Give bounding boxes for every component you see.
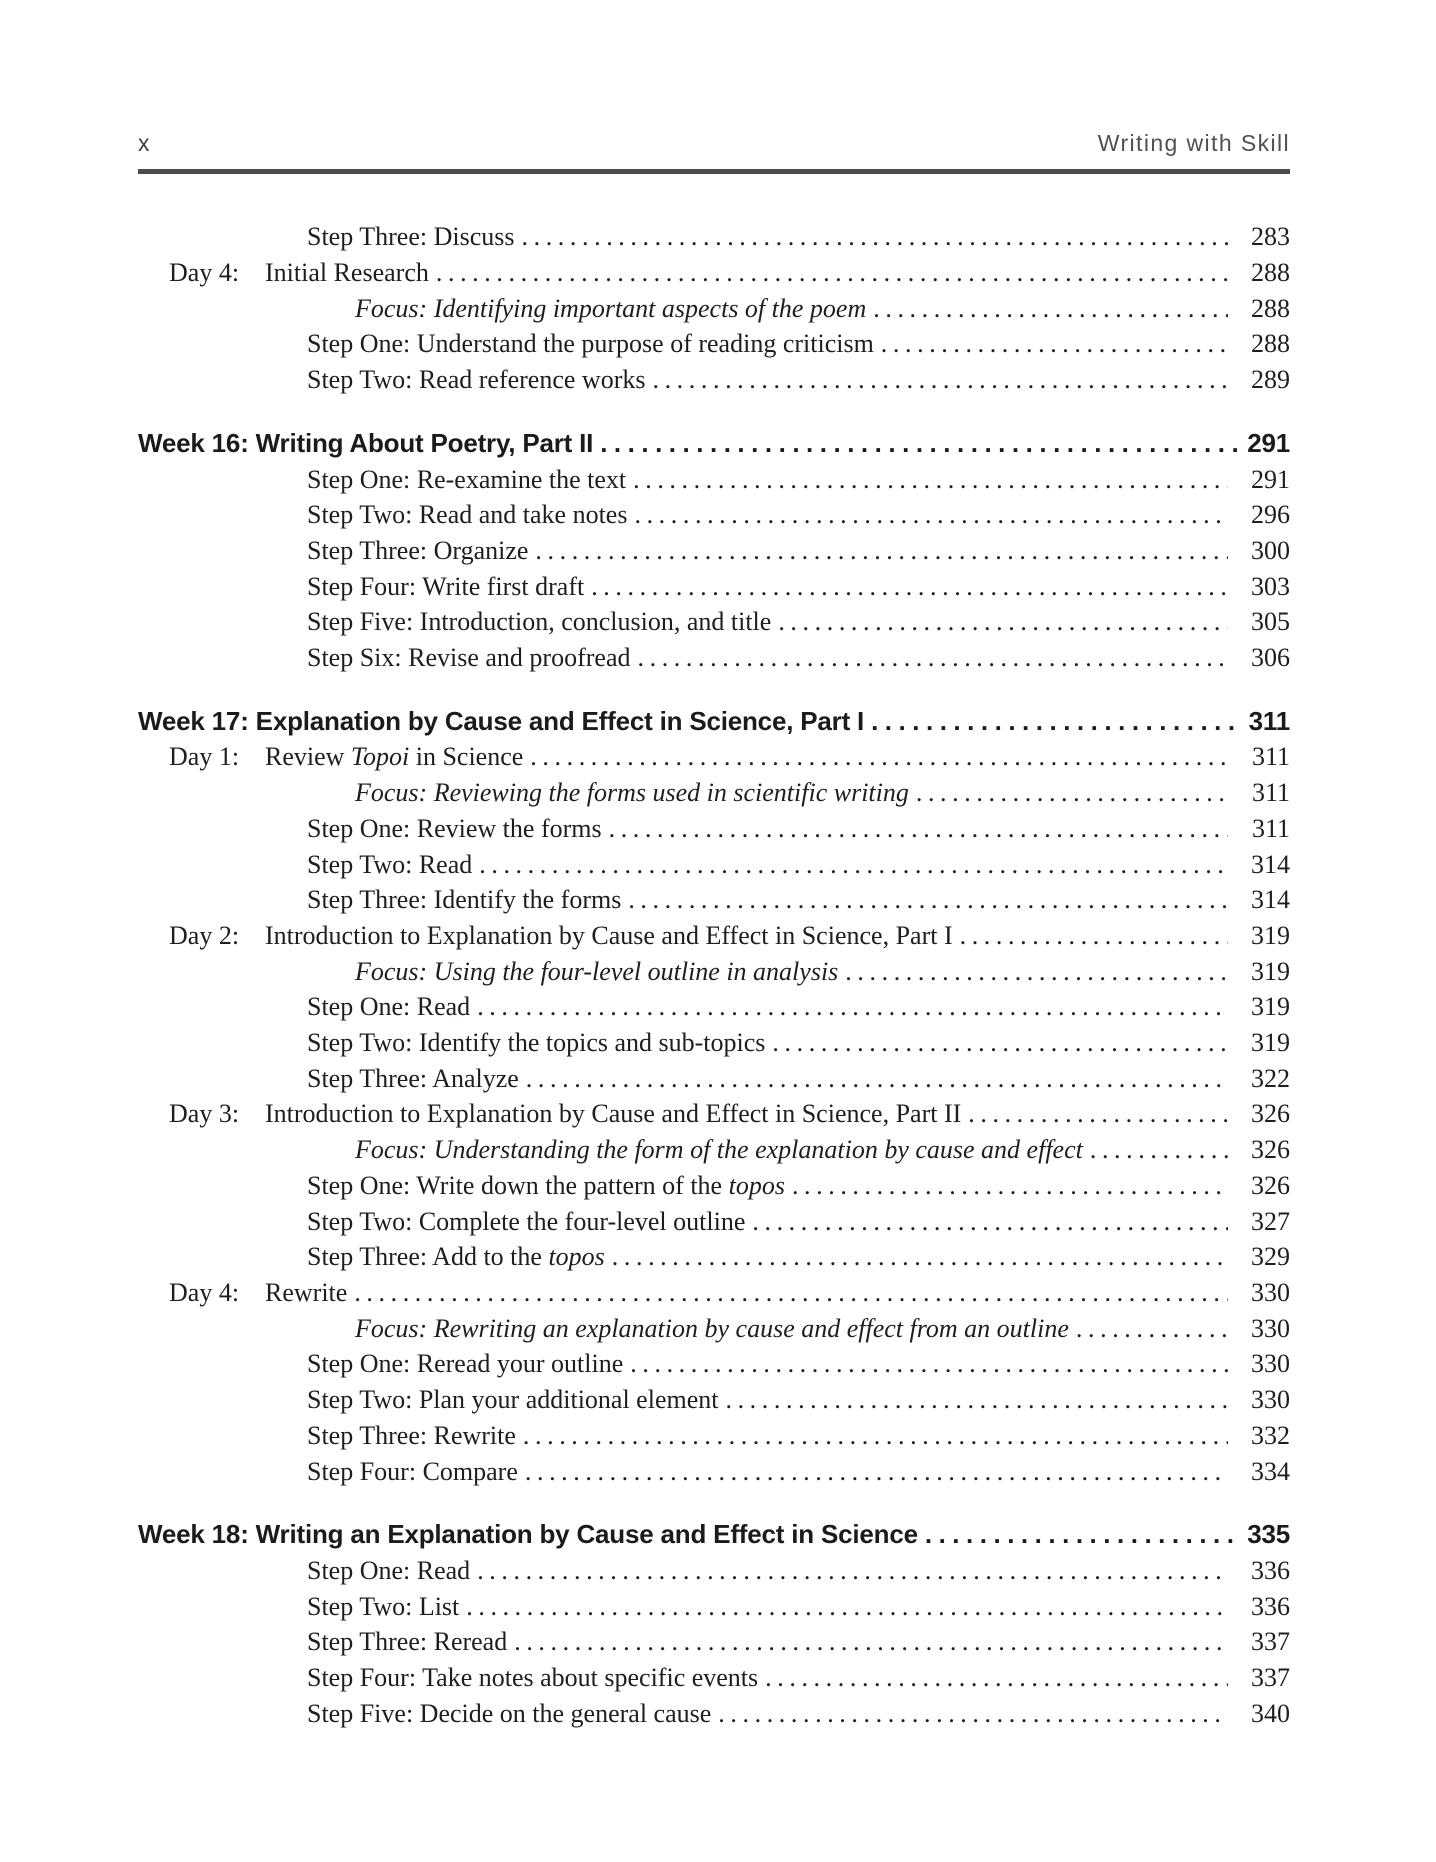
dot-leader [864, 704, 1239, 740]
page-number: 330 [1251, 1385, 1290, 1415]
dot-leader [785, 1168, 1228, 1204]
entry-text-pre: Rewrite [265, 1277, 348, 1307]
entry-text-pre: Introduction to Explanation by Cause and Effect in Science, Part II [265, 1099, 962, 1129]
dot-leader [909, 775, 1228, 811]
dot-leader [838, 954, 1228, 990]
page-number: 311 [1248, 705, 1290, 736]
toc-entry-text [307, 1382, 718, 1418]
toc-row-step [138, 1346, 1290, 1382]
day-label: Day 3: [169, 1099, 240, 1129]
running-title: Writing with Skill [1097, 130, 1290, 156]
week-heading-label: Week 17: Explanation by Cause and Effect in Science, Part I [138, 705, 865, 736]
page-number: 300 [1251, 535, 1290, 565]
toc-section [138, 426, 1290, 676]
toc-entry-text [307, 1239, 605, 1275]
dot-leader [584, 569, 1228, 605]
toc-section [138, 704, 1290, 1489]
toc-row-step [138, 847, 1290, 883]
toc-entry-text [307, 1696, 711, 1732]
toc-entry-text [355, 775, 909, 811]
toc-row-step [138, 1168, 1290, 1204]
page-number: 322 [1251, 1063, 1290, 1093]
toc-entry-text [265, 918, 953, 954]
page-number: 332 [1251, 1420, 1290, 1450]
page-number: 291 [1247, 427, 1290, 458]
dot-leader [627, 497, 1228, 533]
toc-entry-text [307, 1025, 765, 1061]
toc-row-step [138, 1660, 1290, 1696]
toc-row-step [138, 989, 1290, 1025]
toc-entry-text [307, 497, 627, 533]
entry-text-pre: Step Four: Write first draft [307, 571, 585, 601]
page-number: 319 [1251, 920, 1290, 950]
entry-text-post: in Science [409, 742, 524, 772]
toc-entry-text [307, 847, 472, 883]
entry-text-pre: Focus: Reviewing the forms used in scientific writing [355, 778, 909, 808]
page-number: 288 [1251, 329, 1290, 359]
toc-row-step [138, 326, 1290, 362]
toc-row-step [138, 569, 1290, 605]
running-header [138, 0, 1290, 156]
page-number: 314 [1251, 849, 1290, 879]
dot-leader [953, 918, 1228, 954]
toc-section [138, 219, 1290, 398]
page-number: 306 [1251, 643, 1290, 673]
dot-leader [874, 326, 1228, 362]
page-number: 311 [1251, 742, 1290, 772]
dot-leader [621, 882, 1228, 918]
dot-leader [518, 1454, 1228, 1490]
toc-entry-text [307, 1346, 623, 1382]
dot-leader [758, 1660, 1228, 1696]
dot-leader [429, 255, 1228, 291]
toc-entry-text [265, 739, 523, 775]
page-number: 326 [1251, 1170, 1290, 1200]
dot-leader [771, 604, 1228, 640]
toc-row-focus [138, 291, 1290, 327]
toc-entry-text [307, 362, 645, 398]
toc-row-step [138, 882, 1290, 918]
dot-leader [470, 989, 1228, 1025]
page-number: 330 [1251, 1313, 1290, 1343]
entry-text-pre: Step Three: Rewrite [307, 1420, 516, 1450]
entry-text-pre: Step One: Reread your outline [307, 1349, 624, 1379]
dot-leader [765, 1025, 1228, 1061]
toc-row-step [138, 640, 1290, 676]
toc-row-step [138, 1418, 1290, 1454]
week-heading-label: Week 16: Writing About Poetry, Part II [138, 427, 594, 458]
entry-text-pre: Step Two: Plan your additional element [307, 1385, 719, 1415]
dot-leader [515, 219, 1229, 255]
entry-text-pre: Step Six: Revise and proofread [307, 643, 631, 673]
entry-text-pre: Introduction to Explanation by Cause and Effect in Science, Part I [265, 920, 953, 950]
entry-text-pre: Step Three: Identify the forms [307, 885, 622, 915]
page-number: 334 [1251, 1456, 1290, 1486]
entry-text-pre: Step One: Understand the purpose of reading criticism [307, 329, 874, 359]
entry-text-pre: Focus: Rewriting an explanation by cause and effect from an outline [355, 1313, 1069, 1343]
toc-entry-text [307, 462, 626, 498]
entry-text-pre: Step One: Re-examine the text [307, 464, 627, 494]
entry-text-pre: Step Three: Reread [307, 1627, 508, 1657]
page-number: 296 [1251, 500, 1290, 530]
toc-row-step [138, 219, 1290, 255]
page-number: 330 [1251, 1277, 1290, 1307]
entry-text-pre: Step Three: Organize [307, 535, 529, 565]
entry-text-pre: Step Five: Introduction, conclusion, and title [307, 607, 772, 637]
entry-text-pre: Review [265, 742, 351, 772]
toc-entry-text [307, 1418, 516, 1454]
toc-row-step [138, 1454, 1290, 1490]
toc-entry-text [355, 954, 838, 990]
toc-row-day [138, 1275, 1290, 1311]
dot-leader [472, 847, 1228, 883]
entry-text-pre: Step Two: Read [307, 849, 473, 879]
entry-text-pre: Step Four: Compare [307, 1456, 518, 1486]
toc-entry-text [307, 326, 874, 362]
toc-entry-text [307, 882, 621, 918]
dot-leader [623, 1346, 1228, 1382]
toc-row-step [138, 362, 1290, 398]
day-label: Day 4: [169, 258, 240, 287]
entry-text-pre: Focus: Identifying important aspects of the poem [355, 293, 867, 323]
dot-leader [523, 739, 1228, 775]
toc-entry-text [307, 1660, 758, 1696]
dot-leader [866, 291, 1228, 327]
entry-text-pre: Step Two: Identify the topics and sub-topics [307, 1028, 766, 1058]
toc-entry-text [307, 1553, 470, 1589]
page-number: 329 [1251, 1242, 1290, 1272]
toc-row-step [138, 1239, 1290, 1275]
toc-entry-text [307, 640, 631, 676]
page-number: 337 [1251, 1627, 1290, 1657]
page-number: 336 [1251, 1555, 1290, 1585]
page-number: 330 [1251, 1349, 1290, 1379]
page-number: 337 [1251, 1663, 1290, 1693]
toc-row-day [138, 1096, 1290, 1132]
toc-entry-text [307, 604, 771, 640]
entry-text-italic: Topoi [350, 742, 410, 772]
page-number: 326 [1251, 1099, 1290, 1129]
toc-entry-text [265, 1096, 961, 1132]
dot-leader [516, 1418, 1228, 1454]
entry-text-pre: Step One: Review the forms [307, 813, 602, 843]
page-number: 327 [1251, 1206, 1290, 1236]
toc-entry-text [307, 1204, 745, 1240]
week-heading-row [138, 704, 1290, 740]
day-label: Day 2: [169, 920, 240, 950]
toc-row-step [138, 604, 1290, 640]
page-number: 319 [1251, 1028, 1290, 1058]
dot-leader [745, 1204, 1228, 1240]
entry-text-pre: Step Three: Add to the [307, 1242, 549, 1272]
toc-entry-text [307, 1061, 519, 1097]
entry-text-pre: Step Three: Discuss [307, 222, 515, 252]
toc-row-step [138, 1696, 1290, 1732]
dot-leader [519, 1061, 1228, 1097]
toc-section [138, 1517, 1290, 1731]
entry-text-pre: Step One: Write down the pattern of the [307, 1170, 729, 1200]
entry-text-pre: Step Five: Decide on the general cause [307, 1698, 712, 1728]
day-label: Day 4: [169, 1277, 240, 1307]
page-content [138, 0, 1290, 1731]
toc-row-step [138, 462, 1290, 498]
page-number: 336 [1251, 1591, 1290, 1621]
entry-text-pre: Focus: Understanding the form of the explanation by cause and effect [355, 1135, 1083, 1165]
day-label: Day 1: [169, 742, 240, 772]
toc-row-step [138, 1025, 1290, 1061]
toc-row-focus [138, 1132, 1290, 1168]
dot-leader [631, 640, 1229, 676]
dot-leader [961, 1096, 1228, 1132]
page-number: 314 [1251, 885, 1290, 915]
toc-row-step [138, 811, 1290, 847]
dot-leader [507, 1624, 1228, 1660]
entry-text-italic: topos [728, 1170, 785, 1200]
dot-leader [347, 1275, 1228, 1311]
week-heading-label: Week 18: Writing an Explanation by Cause and Effect in Science [138, 1519, 918, 1550]
toc-row-focus [138, 954, 1290, 990]
toc-entry-text [307, 1168, 785, 1204]
dot-leader [602, 811, 1228, 847]
toc-row-step [138, 1624, 1290, 1660]
toc-entry-text [265, 1275, 347, 1311]
entry-text-pre: Step One: Read [307, 1555, 471, 1585]
toc-entry-text [307, 989, 470, 1025]
toc-entry-text [307, 219, 515, 255]
page-number: 319 [1251, 956, 1290, 986]
toc-row-step [138, 1061, 1290, 1097]
dot-leader [605, 1239, 1228, 1275]
entry-text-pre: Step Three: Analyze [307, 1063, 519, 1093]
toc-row-step [138, 497, 1290, 533]
toc-entry-text [307, 1624, 507, 1660]
table-of-contents [138, 219, 1290, 1731]
page-number: 303 [1251, 571, 1290, 601]
page-number: 335 [1247, 1519, 1290, 1550]
dot-leader [711, 1696, 1228, 1732]
page-number: 288 [1251, 258, 1290, 287]
toc-row-focus [138, 1311, 1290, 1347]
toc-entry-text [307, 1589, 459, 1625]
toc-entry-text [307, 1454, 518, 1490]
toc-row-step [138, 1204, 1290, 1240]
page-number: 326 [1251, 1135, 1290, 1165]
page-number: 311 [1251, 778, 1290, 808]
entry-text-pre: Step Two: List [307, 1591, 460, 1621]
dot-leader [918, 1517, 1239, 1553]
dot-leader [718, 1382, 1228, 1418]
page-number: 283 [1251, 222, 1290, 252]
toc-row-step [138, 1553, 1290, 1589]
entry-text-pre: Step One: Read [307, 992, 471, 1022]
page-folio: x [138, 130, 150, 156]
toc-entry-text [307, 811, 602, 847]
header-rule [138, 169, 1290, 174]
toc-row-step [138, 1382, 1290, 1418]
dot-leader [459, 1589, 1228, 1625]
toc-row-focus [138, 775, 1290, 811]
entry-text-pre: Step Four: Take notes about specific events [307, 1663, 759, 1693]
page-number: 311 [1251, 813, 1290, 843]
entry-text-pre: Step Two: Read and take notes [307, 500, 628, 530]
toc-entry-text [307, 533, 528, 569]
toc-row-day [138, 918, 1290, 954]
toc-entry-text [355, 1311, 1069, 1347]
dot-leader [1069, 1311, 1228, 1347]
dot-leader [470, 1553, 1228, 1589]
toc-row-step [138, 1589, 1290, 1625]
dot-leader [593, 426, 1239, 462]
entry-text-italic: topos [548, 1242, 605, 1272]
toc-entry-text [355, 1132, 1083, 1168]
toc-row-step [138, 533, 1290, 569]
week-heading-row [138, 426, 1290, 462]
entry-text-pre: Initial Research [265, 258, 429, 287]
week-heading-row [138, 1517, 1290, 1553]
page-number: 288 [1251, 293, 1290, 323]
toc-row-day [138, 739, 1290, 775]
page-number: 305 [1251, 607, 1290, 637]
entry-text-pre: Step Two: Complete the four-level outline [307, 1206, 746, 1236]
toc-entry-text [307, 569, 584, 605]
page-number: 291 [1251, 464, 1290, 494]
page-number: 340 [1251, 1698, 1290, 1728]
page-number: 289 [1251, 365, 1290, 395]
dot-leader [626, 462, 1228, 498]
toc-row-day [138, 255, 1290, 291]
entry-text-pre: Focus: Using the four-level outline in analysis [355, 956, 839, 986]
toc-entry-text [265, 255, 429, 291]
toc-entry-text [355, 291, 866, 327]
dot-leader [528, 533, 1228, 569]
dot-leader [1083, 1132, 1228, 1168]
dot-leader [645, 362, 1228, 398]
entry-text-pre: Step Two: Read reference works [307, 365, 646, 395]
page-number: 319 [1251, 992, 1290, 1022]
